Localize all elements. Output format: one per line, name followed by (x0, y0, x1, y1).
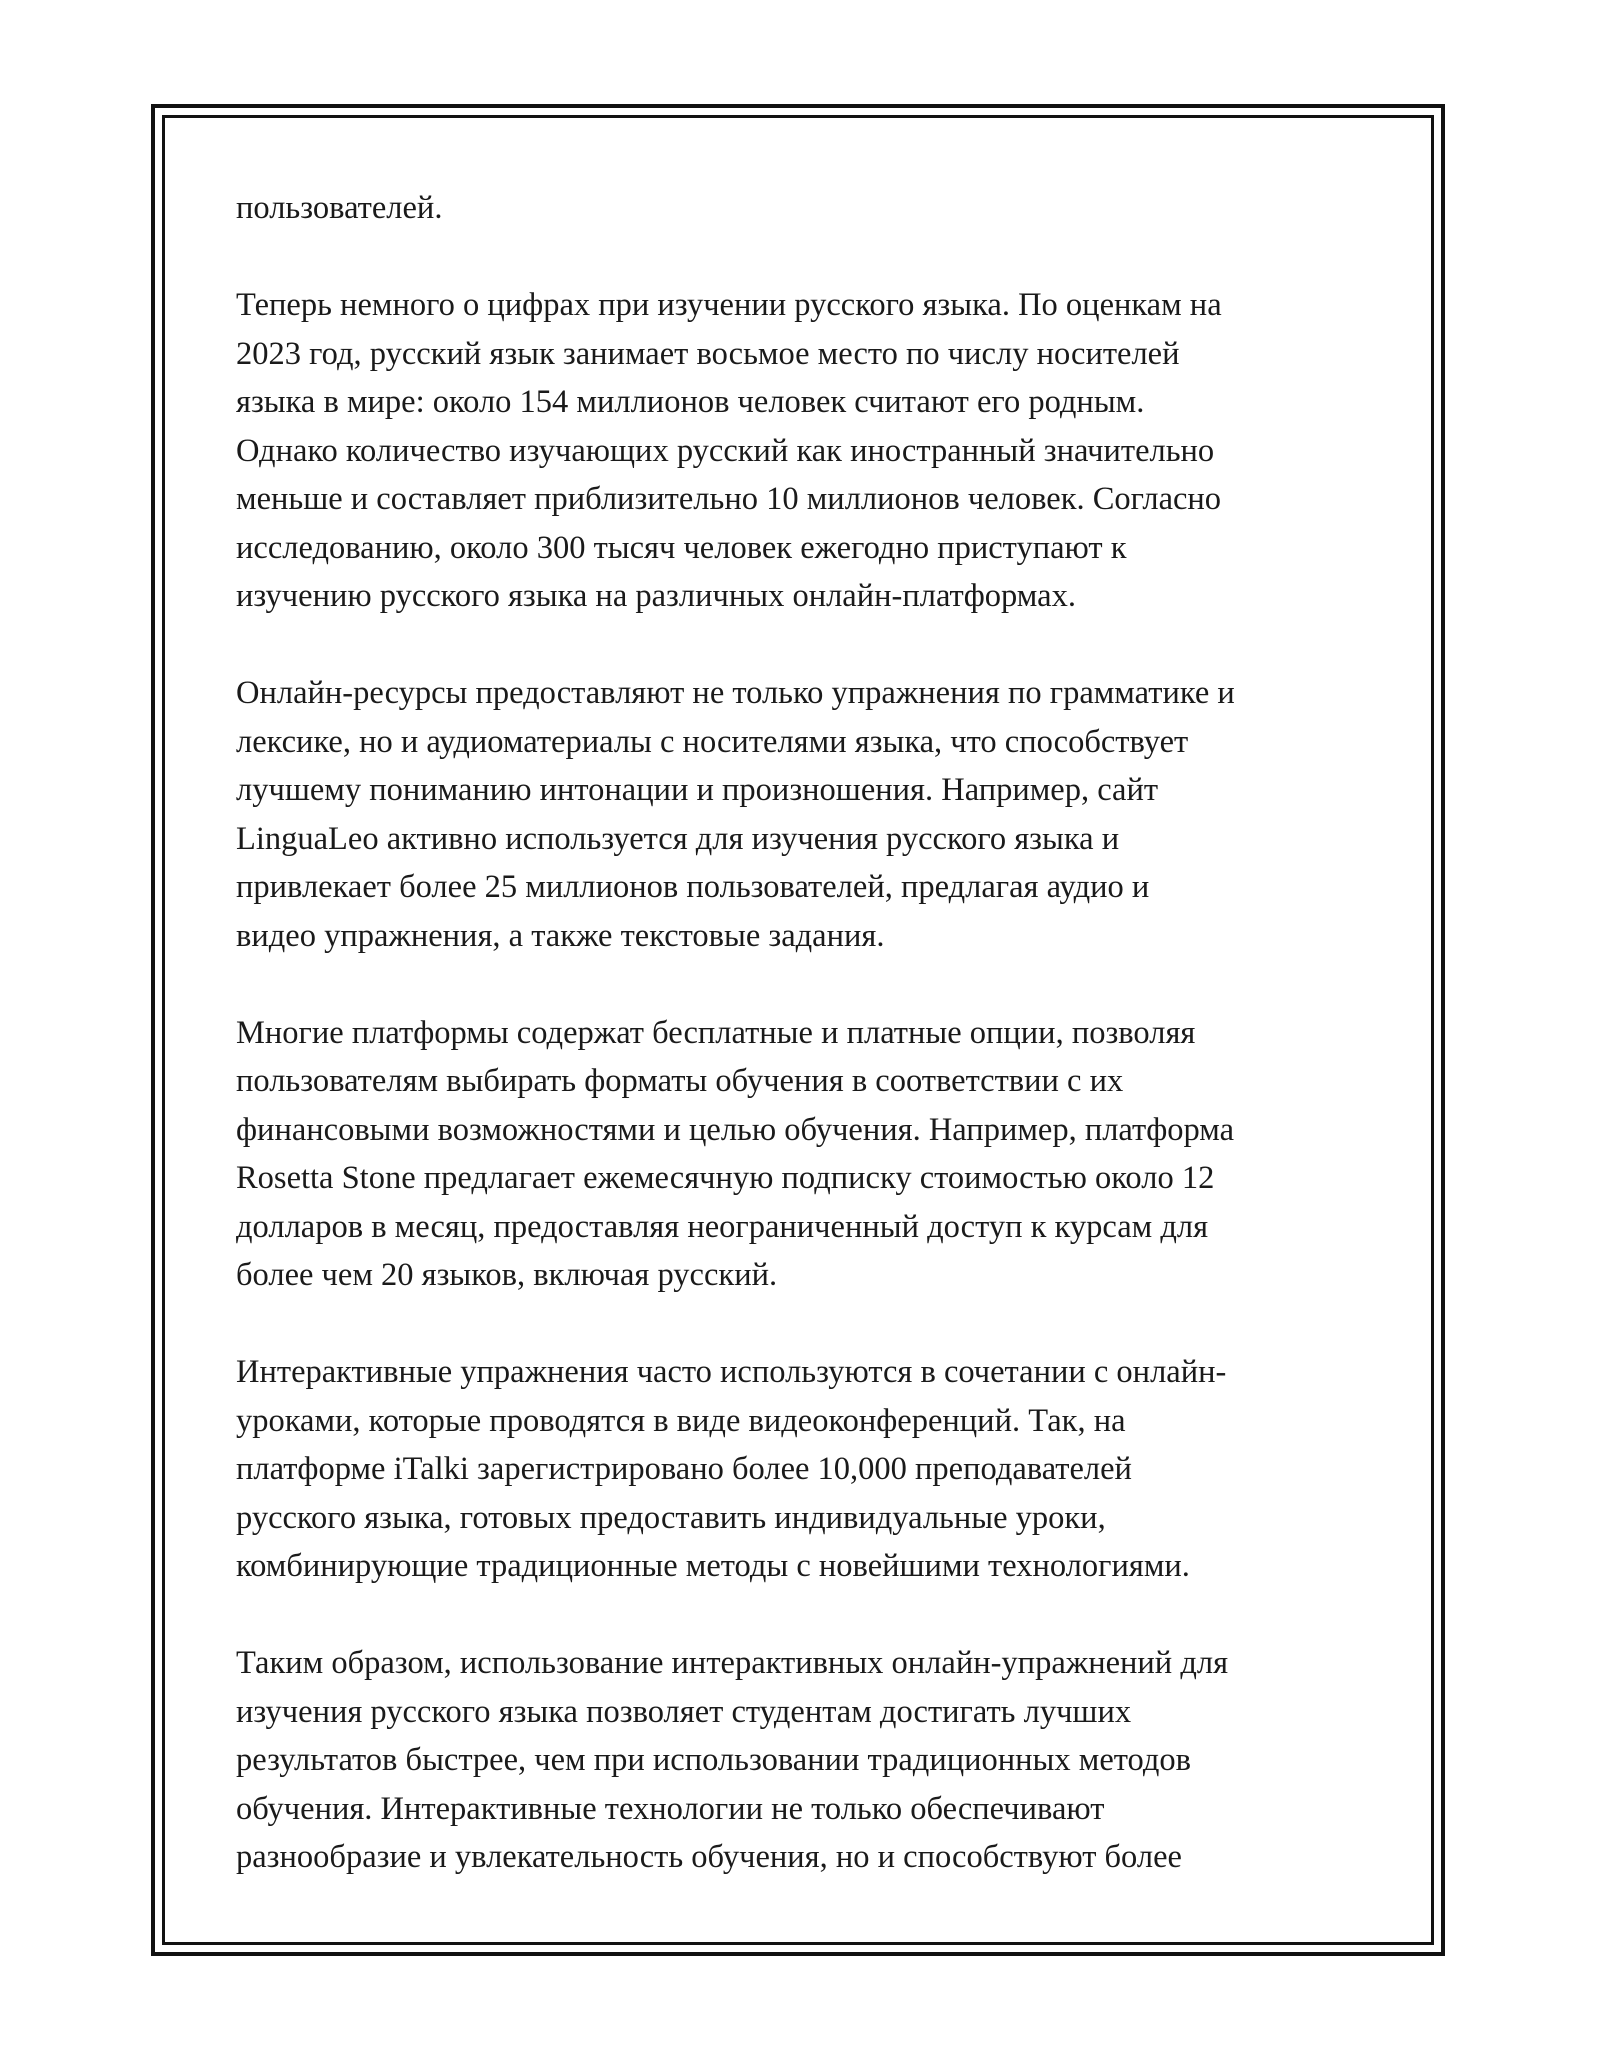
paragraph-online-lessons: Интерактивные упражнения часто используются в сочетании с онлайн- уроками, которые проводятся в виде видеоконференций. Так, на платформе iTalki зарегистрировано более 10,000 преподавателей русского языка, готовых предоставить индивидуальные уроки, комбинирующие традиционные методы с новейшими технологиями. (236, 1354, 1227, 1584)
paragraph-statistics: Теперь немного о цифрах при изучении русского языка. По оценкам на 2023 год, русский язык занимает восьмое место по числу носителей языка в мире: около 154 миллионов человек считают его родным. Однако количество изучающих русский как иностранный значительно меньше и составляет приблизительно 10 миллионов человек. Согласно исследованию, около 300 тысяч человек ежегодно приступают к изучению русского языка на различных онлайн-платформах. (236, 287, 1222, 614)
paragraph-pricing-options: Многие платформы содержат бесплатные и платные опции, позволяя пользователям выбирать форматы обучения в соответствии с их финансовыми возможностями и целью обучения. Например, платформа Rosetta Stone предлагает ежемесячную подписку стоимостью около 12 долларов в месяц, предоставляя неограниченный доступ к курсам для более чем 20 языков, включая русский. (236, 1014, 1235, 1293)
paragraph-online-resources: Онлайн-ресурсы предоставляют не только упражнения по грамматике и лексике, но и аудиоматериалы с носителями языка, что способствует лучшему пониманию интонации и произношения. Например, сайт LinguaLeo активно используется для изучения русского языка и привлекает более 25 миллионов пользователей, предлагая аудио и видео упражнения, а также текстовые задания. (236, 675, 1235, 954)
document-body (236, 184, 1376, 1930)
paragraph-conclusion: Таким образом, использование интерактивных онлайн-упражнений для изучения русского языка позволяет студентам достигать лучших результатов быстрее, чем при использовании традиционных методов обучения. Интерактивные технологии не только обеспечивают разнообразие и увлекательность обучения, но и способствуют более (236, 1645, 1229, 1875)
paragraph-continuation: пользователей. (236, 190, 443, 226)
